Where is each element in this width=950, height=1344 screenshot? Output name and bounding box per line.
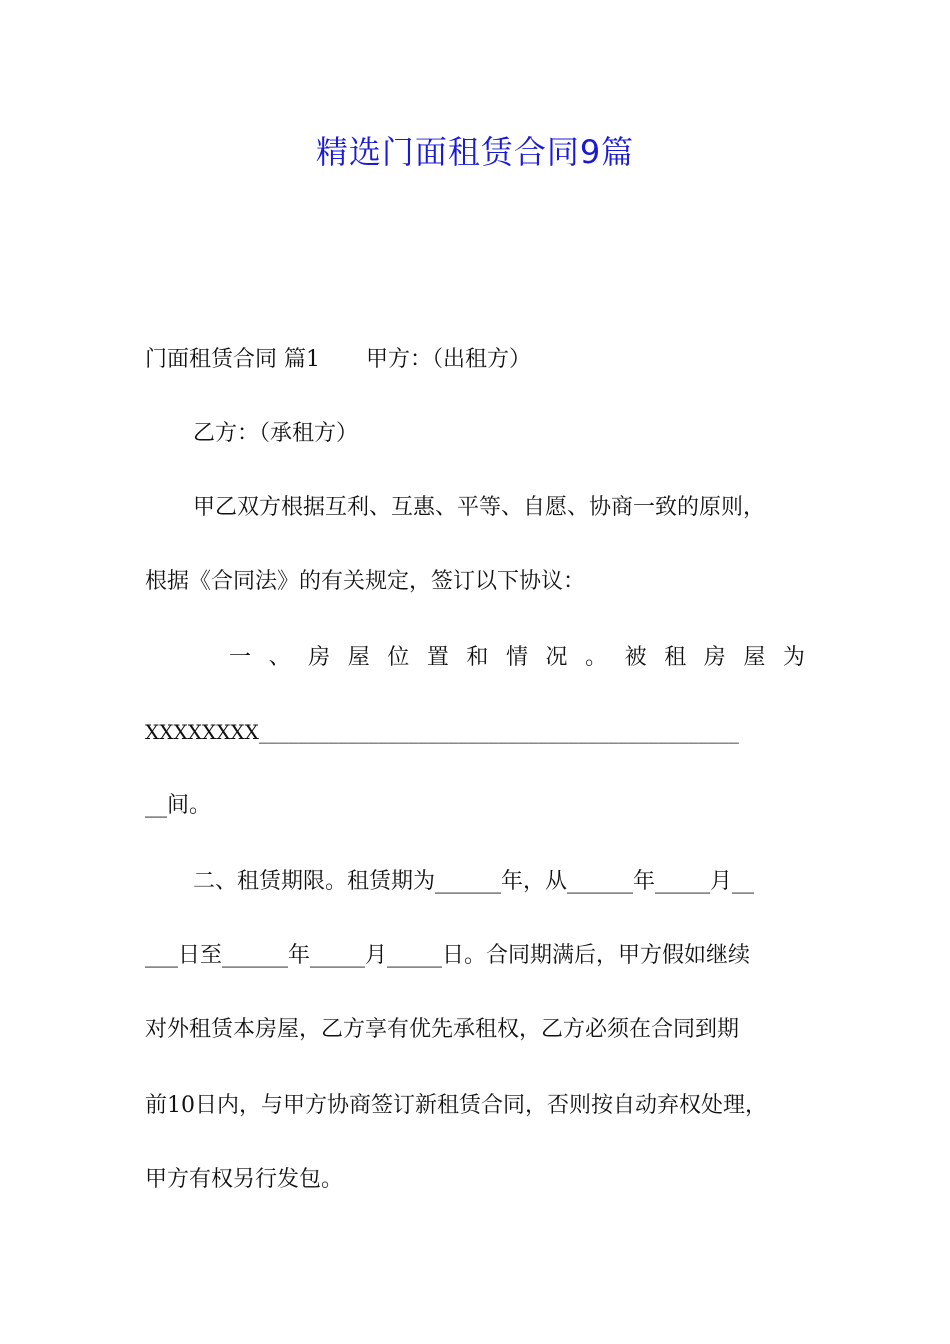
char: 一 xyxy=(229,645,252,670)
paragraph-line-11: 前10日内，与甲方协商签订新租赁合同，否则按自动弃权处理， xyxy=(145,1093,767,1118)
paragraph-line-7: __间。 xyxy=(145,793,212,818)
char: 。 xyxy=(585,645,608,670)
char: 租 xyxy=(664,645,687,670)
paragraph-line-10: 对外租赁本房屋，乙方享有优先承租权，乙方必须在合同到期 xyxy=(145,1017,740,1042)
char: 屋 xyxy=(347,645,370,670)
paragraph-line-12: 甲方有权另行发包。 xyxy=(145,1167,344,1192)
paragraph-line-5 xyxy=(145,638,805,678)
paragraph-line-4: 根据《合同法》的有关规定，签订以下协议： xyxy=(145,569,586,594)
paragraph-line-1 xyxy=(145,340,805,380)
char: 况 xyxy=(545,645,568,670)
party-a-label: 甲方：（出租方） xyxy=(366,347,532,372)
char: 、 xyxy=(268,645,291,670)
paragraph-line-9: ___日至______年_____月_____日。合同期满后，甲方假如继续 xyxy=(145,943,751,968)
char: 为 xyxy=(782,645,805,670)
char: 屋 xyxy=(743,645,766,670)
char: 房 xyxy=(703,645,726,670)
char: 位 xyxy=(387,645,410,670)
char: 情 xyxy=(505,645,528,670)
char: 和 xyxy=(466,645,489,670)
document-title: 精选门面租赁合同9篇 xyxy=(315,133,635,171)
char: 房 xyxy=(308,645,331,670)
paragraph-line-8: 二、租赁期限。租赁期为______年，从______年_____月__ xyxy=(193,869,755,894)
paragraph-line-6: XXXXXXXX________________________________________________ xyxy=(145,720,739,744)
party-b-label: 乙方：（承租方） xyxy=(193,421,359,446)
char: 被 xyxy=(624,645,647,670)
char: 置 xyxy=(426,645,449,670)
section-heading: 门面租赁合同 篇1 xyxy=(145,347,320,372)
paragraph-line-3: 甲乙双方根据互利、互惠、平等、自愿、协商一致的原则， xyxy=(193,495,766,520)
